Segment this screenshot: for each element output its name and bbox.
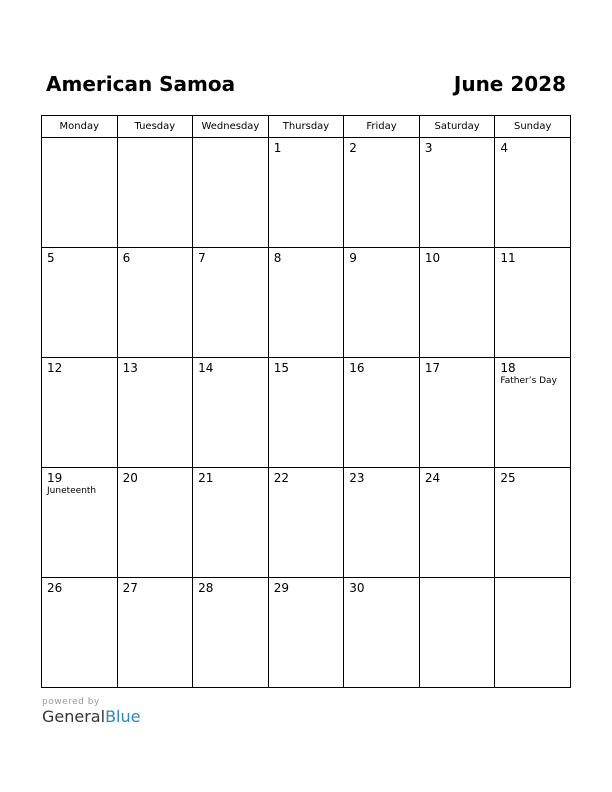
day-number: 25: [500, 471, 516, 485]
week-row: [42, 138, 571, 248]
weekday-header: Monday: [42, 116, 118, 138]
day-number: 8: [273, 251, 282, 265]
footer-branding: [42, 697, 140, 726]
day-cell: [42, 468, 118, 578]
day-number: 30: [349, 581, 365, 595]
day-number: 12: [47, 361, 63, 375]
day-cell: [419, 468, 495, 578]
weekday-header: Wednesday: [193, 116, 269, 138]
day-number: 3: [424, 141, 433, 155]
day-number: 16: [349, 361, 365, 375]
day-number: 27: [122, 581, 138, 595]
day-cell: [117, 358, 193, 468]
day-cell: [42, 578, 118, 688]
day-number: 5: [47, 251, 55, 265]
day-cell: [344, 358, 420, 468]
day-number: 29: [273, 581, 289, 595]
day-number: 21: [198, 471, 214, 485]
day-number: 19: [47, 471, 63, 485]
week-row: [42, 358, 571, 468]
week-row: [42, 248, 571, 358]
day-cell: [268, 138, 344, 248]
day-cell: [117, 138, 193, 248]
day-number: 10: [424, 251, 441, 265]
day-number: 17: [424, 361, 441, 375]
day-cell: [419, 578, 495, 688]
weekday-header: Tuesday: [117, 116, 193, 138]
day-cell: [193, 138, 269, 248]
day-cell: [117, 248, 193, 358]
day-cell: [268, 468, 344, 578]
weekday-header: Thursday: [268, 116, 344, 138]
day-cell: [42, 138, 118, 248]
weekday-header: Friday: [344, 116, 420, 138]
day-cell: [268, 578, 344, 688]
day-number: 13: [122, 361, 138, 375]
day-number: 15: [273, 361, 289, 375]
day-cell: [193, 468, 269, 578]
generalblue-logo: [42, 707, 140, 726]
day-cell: [42, 358, 118, 468]
day-cell: [344, 248, 420, 358]
day-number: 9: [349, 251, 357, 265]
day-cell: [344, 138, 420, 248]
week-row: [42, 468, 571, 578]
holiday-label: Juneteenth: [47, 486, 97, 496]
day-number: 11: [500, 251, 516, 265]
day-cell: [268, 248, 344, 358]
day-number: 4: [500, 141, 509, 155]
day-cell: [344, 468, 420, 578]
day-cell: [495, 138, 571, 248]
brand-general-text: General: [42, 707, 106, 726]
day-cell: [419, 358, 495, 468]
day-number: 23: [349, 471, 365, 485]
day-number: 14: [198, 361, 214, 375]
powered-by-label: powered by: [42, 697, 100, 707]
day-number: 2: [349, 141, 357, 155]
day-number: 6: [122, 251, 131, 265]
day-number: 26: [47, 581, 63, 595]
day-number: 18: [500, 361, 516, 375]
day-cell: [419, 248, 495, 358]
day-number: 22: [273, 471, 289, 485]
month-year-title: June 2028: [453, 72, 566, 96]
weekday-header: Sunday: [495, 116, 571, 138]
day-cell: [117, 578, 193, 688]
day-cell: [117, 468, 193, 578]
weekday-header-row: [42, 116, 571, 138]
day-cell: [193, 358, 269, 468]
day-cell: [495, 578, 571, 688]
day-cell: [419, 138, 495, 248]
day-number: 24: [424, 471, 441, 485]
day-cell: [193, 578, 269, 688]
day-number: 7: [198, 251, 206, 265]
holiday-label: Father’s Day: [500, 376, 557, 386]
brand-blue-text: Blue: [105, 707, 141, 726]
day-cell: [495, 358, 571, 468]
calendar-body: [42, 138, 571, 688]
day-cell: [193, 248, 269, 358]
day-cell: [495, 248, 571, 358]
region-title: American Samoa: [46, 72, 236, 96]
day-number: 1: [273, 141, 282, 155]
weekday-header: Saturday: [419, 116, 495, 138]
week-row: [42, 578, 571, 688]
day-cell: [495, 468, 571, 578]
day-cell: [42, 248, 118, 358]
day-number: 20: [122, 471, 138, 485]
day-number: 28: [198, 581, 214, 595]
calendar-grid: [41, 115, 571, 688]
day-cell: [268, 358, 344, 468]
day-cell: [344, 578, 420, 688]
